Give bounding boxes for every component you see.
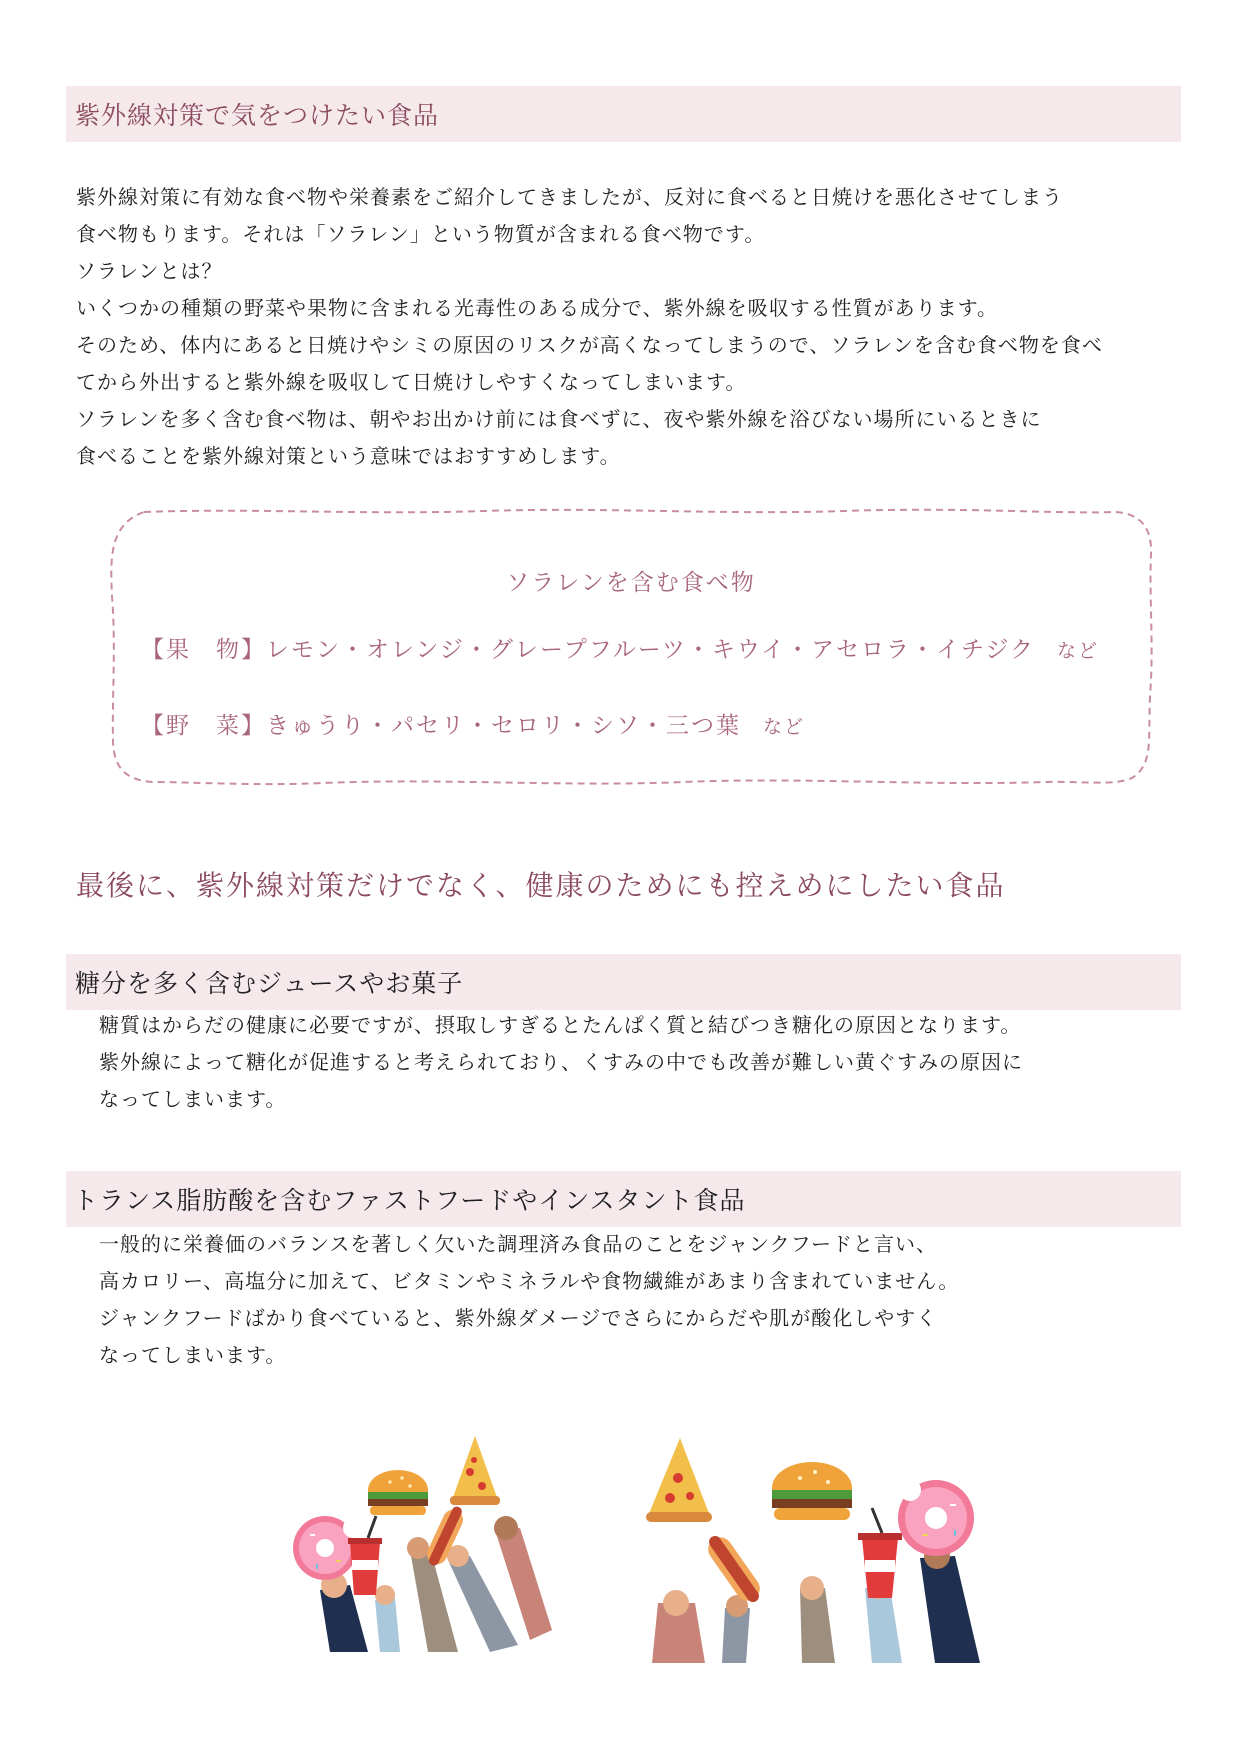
closing-subheading: 最後に、紫外線対策だけでなく、健康のためにも控えめにしたい食品 (76, 869, 1006, 902)
section-heading-sugar (66, 954, 1181, 1010)
junk-food-hands-illustration-right (640, 1438, 980, 1663)
section-heading-text: 紫外線対策で気をつけたい食品 (75, 101, 440, 130)
section-heading-text: トランス脂肪酸を含むファストフードやインスタント食品 (73, 1186, 746, 1215)
vegetable-label: 【野 菜】 (141, 713, 266, 739)
body-line: なってしまいます。 (99, 1087, 287, 1111)
junk-food-hands-illustration-left (280, 1430, 560, 1655)
body-line: 紫外線によって糖化が促進すると考えられており、くすみの中でも改善が難しい黄ぐすみの原因に (99, 1050, 1023, 1074)
psoralen-food-box (104, 506, 1158, 788)
vegetable-suffix: など (763, 716, 806, 738)
psoralen-box-title: ソラレンを含む食べ物 (506, 570, 756, 596)
body-line: 食べ物もります。それは「ソラレン」という物質が含まれる食べ物です。 (76, 222, 766, 246)
body-line: 糖質はからだの健康に必要ですが、摂取しすぎるとたんぱく質と結びつき糖化の原因となります。 (99, 1013, 1022, 1037)
body-line: なってしまいます。 (99, 1343, 287, 1367)
section-body-sugar (99, 1007, 1199, 1118)
section-body-psoralen (76, 179, 1176, 475)
fruit-items: レモン・オレンジ・グレープフルーツ・キウイ・アセロラ・イチジク (266, 637, 1036, 663)
section-body-trans-fat (99, 1226, 1199, 1374)
body-line: いくつかの種類の野菜や果物に含まれる光毒性のある成分で、紫外線を吸収する性質があります。 (76, 296, 998, 320)
vegetable-row (141, 707, 805, 740)
body-line: ジャンクフードばかり食べていると、紫外線ダメージでさらにからだや肌が酸化しやすく (99, 1306, 938, 1330)
body-line: ソラレンとは？ (76, 259, 223, 283)
body-line: 食べることを紫外線対策という意味ではおすすめします。 (76, 444, 621, 468)
body-line: そのため、体内にあると日焼けやシミの原因のリスクが高くなってしまうので、ソラレンを含む食べ物を食べ (76, 333, 1103, 357)
fruit-suffix: など (1057, 640, 1100, 662)
fruit-label: 【果 物】 (141, 637, 266, 663)
section-heading-uv-foods (66, 86, 1181, 142)
section-heading-text: 糖分を多く含むジュースやお菓子 (75, 969, 464, 998)
fruit-row (141, 631, 1099, 664)
body-line: ソラレンを多く含む食べ物は、朝やお出かけ前には食べずに、夜や紫外線を浴びない場所にいるときに (76, 407, 1042, 431)
section-heading-trans-fat (66, 1171, 1181, 1227)
body-line: 一般的に栄養価のバランスを著しく欠いた調理済み食品のことをジャンクフードと言い、 (99, 1232, 937, 1256)
body-line: 紫外線対策に有効な食べ物や栄養素をご紹介してきましたが、反対に食べると日焼けを悪化させてしまう (76, 185, 1063, 209)
body-line: 高カロリー、高塩分に加えて、ビタミンやミネラルや食物繊維があまり含まれていません。 (99, 1269, 960, 1293)
vegetable-items: きゅうり・パセリ・セロリ・シソ・三つ葉 (266, 713, 741, 739)
body-line: てから外出すると紫外線を吸収して日焼けしやすくなってしまいます。 (76, 370, 747, 394)
